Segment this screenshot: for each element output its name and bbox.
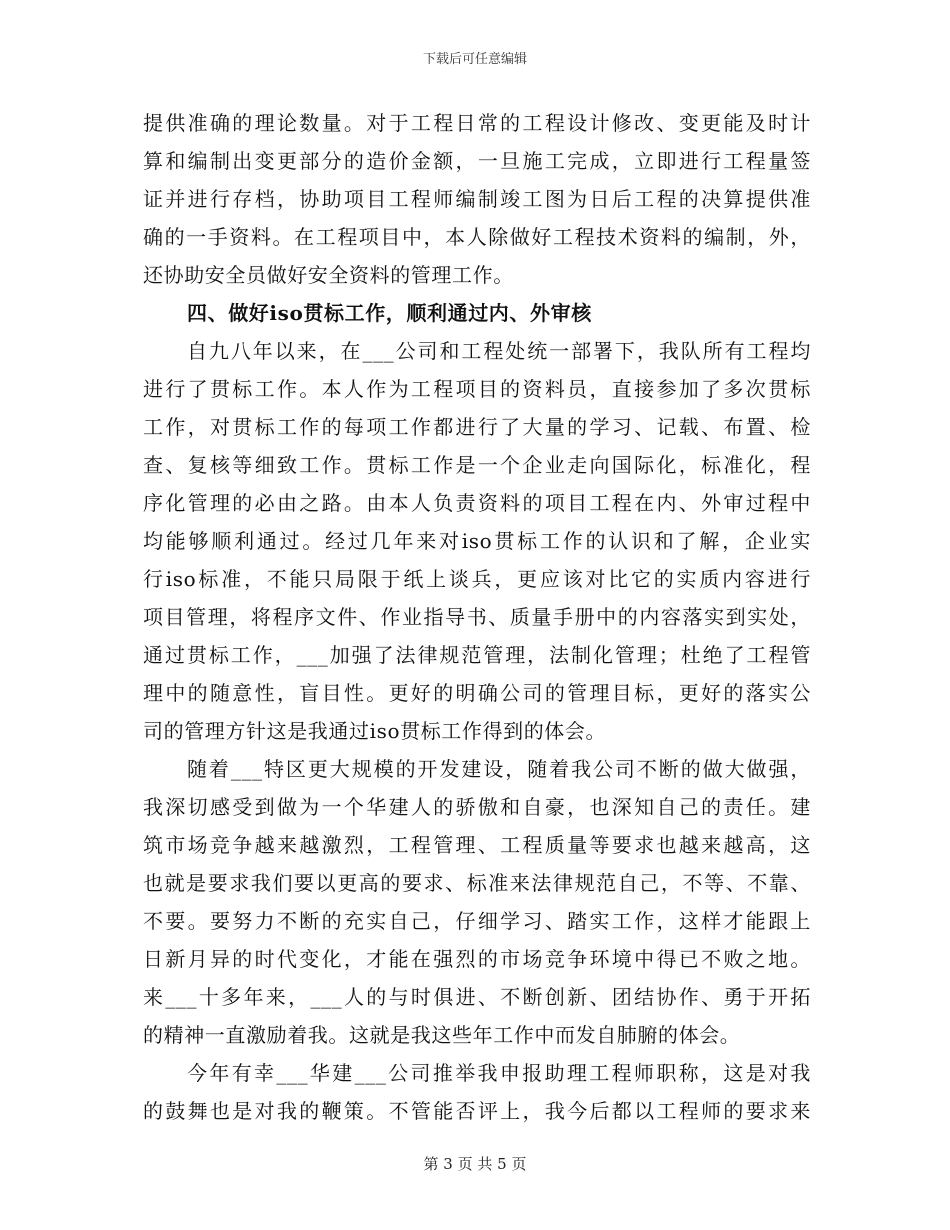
text-line: 日新月异的时代变化，才能在强烈的市场竞争环境中得已不败之地。 — [143, 947, 811, 971]
document-body — [143, 104, 811, 1130]
text-line: 确的一手资料。在工程项目中，本人除做好工程技术资料的编制，外， — [143, 225, 811, 249]
text-line: 不要。要努力不断的充实自己，仔细学习、踏实工作，这样才能跟上 — [143, 909, 811, 933]
paragraph-start-line: 自九八年以来，在___公司和工程处统一部署下，我队所有工程均 — [187, 339, 811, 363]
text-line: 查、复核等细致工作。贯标工作是一个企业走向国际化，标准化，程 — [143, 453, 811, 477]
text-line: 工作，对贯标工作的每项工作都进行了大量的学习、记载、布置、检 — [143, 415, 811, 439]
text-line: 的鼓舞也是对我的鞭策。不管能否评上，我今后都以工程师的要求来 — [143, 1099, 811, 1123]
paragraph-start-line: 今年有幸___华建___公司推举我申报助理工程师职称，这是对我 — [187, 1061, 811, 1085]
text-line: 我深切感受到做为一个华建人的骄傲和自豪，也深知自己的责任。建 — [143, 795, 811, 819]
text-line: 还协助安全员做好安全资料的管理工作。 — [143, 263, 514, 287]
text-line: 理中的随意性，盲目性。更好的明确公司的管理目标，更好的落实公 — [143, 681, 811, 705]
paragraph-start-line: 随着___特区更大规模的开发建设，随着我公司不断的做大做强， — [187, 757, 811, 781]
text-line: 项目管理，将程序文件、作业指导书、质量手册中的内容落实到实处， — [143, 605, 811, 629]
text-line: 司的管理方针这是我通过iso贯标工作得到的体会。 — [143, 719, 607, 743]
text-line: 提供准确的理论数量。对于工程日常的工程设计修改、变更能及时计 — [143, 111, 811, 135]
page-header: 下载后可任意编辑 — [422, 52, 527, 67]
text-line: 来___十多年来，___人的与时俱进、不断创新、团结协作、勇于开拓 — [143, 985, 811, 1009]
text-line: 行iso标准，不能只局限于纸上谈兵，更应该对比它的实质内容进行 — [143, 567, 811, 591]
section-heading: 四、做好iso贯标工作，顺利通过内、外审核 — [187, 301, 592, 325]
page-number: 第 3 页 共 5 页 — [423, 1155, 527, 1173]
text-line: 均能够顺利通过。经过几年来对iso贯标工作的认识和了解，企业实 — [143, 529, 811, 553]
text-line: 通过贯标工作，___加强了法律规范管理，法制化管理；杜绝了工程管 — [143, 643, 811, 667]
text-line: 序化管理的必由之路。由本人负责资料的项目工程在内、外审过程中 — [143, 491, 811, 515]
text-line: 也就是要求我们要以更高的要求、标准来法律规范自己，不等、不靠、 — [143, 871, 811, 895]
text-line: 进行了贯标工作。本人作为工程项目的资料员，直接参加了多次贯标 — [143, 377, 811, 401]
text-line: 的精神一直激励着我。这就是我这些年工作中而发自肺腑的体会。 — [143, 1023, 741, 1047]
text-line: 筑市场竞争越来越激烈，工程管理、工程质量等要求也越来越高，这 — [143, 833, 811, 857]
text-line: 算和编制出变更部分的造价金额，一旦施工完成，立即进行工程量签 — [143, 149, 811, 173]
text-line: 证并进行存档，协助项目工程师编制竣工图为日后工程的决算提供准 — [143, 187, 811, 211]
